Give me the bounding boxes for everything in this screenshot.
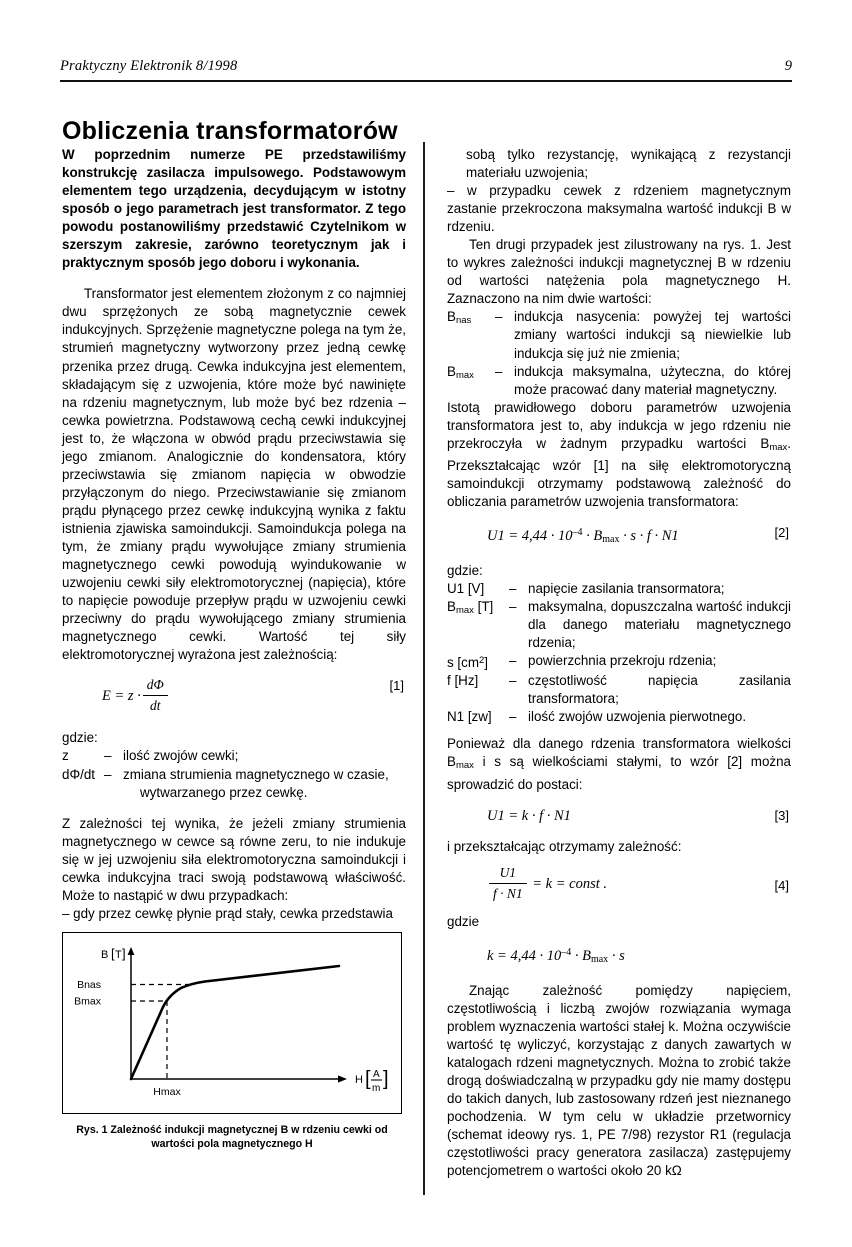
formula-4-denominator: f · N1 xyxy=(493,885,523,901)
formula-2-part-a: U1 = 4,44 · 10 xyxy=(487,527,573,544)
x-axis-unit-numerator: A xyxy=(373,1069,380,1080)
definition-term-n1: N1 [zw] xyxy=(447,709,492,725)
formula-2-exponent: –4 xyxy=(572,526,583,538)
formula-5-part-a: k = 4,44 · 10 xyxy=(487,947,562,964)
definition-body-bmax: indukcja maksymalna, użyteczna, do której może pracować dany materiał magnetyczny. xyxy=(514,363,791,397)
formula-3-tag: [3] xyxy=(774,807,789,823)
figure-caption-line2: pola magnetycznego H xyxy=(197,1137,313,1150)
formula-1 xyxy=(62,677,406,716)
formula-5-exponent: –4 xyxy=(561,946,572,958)
definition-body-bmax-var: maksymalna, dopuszczalna wartość indukcji dla danego materiału magnetycznego rdzenia; xyxy=(528,599,791,651)
definition-term-s: s $[cm^2]$ xyxy=(447,655,489,671)
x-axis-bracket-open: [ xyxy=(365,1068,371,1090)
y-axis-label: B xyxy=(101,949,109,961)
formula-4-tag: [4] xyxy=(774,877,789,893)
formula-2 xyxy=(447,524,791,549)
definition-dash: – xyxy=(509,673,517,689)
definition-term-bnas: $B_{nas}$ xyxy=(447,309,472,327)
formula-1-denominator: dt xyxy=(150,698,161,714)
definition-row xyxy=(62,766,406,784)
figure-bh-curve xyxy=(62,932,402,1114)
definition-term-bmax-var: $B_{max}$ [T] xyxy=(447,599,494,617)
marker-bnas-label: Bnas xyxy=(77,979,101,991)
definition-term-f: f [Hz] xyxy=(447,673,479,689)
definition-row-bmax-var xyxy=(447,598,791,652)
marker-hmax-label: Hmax xyxy=(153,1086,181,1098)
paragraph-zaleznosc: Z zależności tej wynika, że jeżeli zmiany strumienia magnetycznego w cewce są równe zeru, to nie indukuje się w jej uzwojeniu siła elektromotoryczna samoindukcji i cewka indukcyjna traci swoją podstawową właściwość. Może to nastąpić w dwu przypadkach: xyxy=(62,815,406,903)
definition-body-s: powierzchnia przekroju rdzenia; xyxy=(528,653,717,669)
formula-1-tag: [1] xyxy=(389,678,404,694)
right-column xyxy=(447,146,791,1180)
bullet-rdzen-magnetyczny: – w przypadku cewek z rdzeniem magnetycznym zastanie przekroczona maksymalna wartość indukcji B w rdzeniu. xyxy=(447,183,791,235)
gdzie-label-right: gdzie: xyxy=(447,562,483,578)
header-rule xyxy=(60,80,792,82)
definition-body-n1: ilość zwojów uzwojenia pierwotnego. xyxy=(528,709,747,725)
article-title: Obliczenia transformatorów xyxy=(62,116,398,145)
paragraph-istota xyxy=(447,399,791,511)
paragraph-rezystancja: sobą tylko rezystancję, wynikającą z rezystancji materiału uzwojenia; xyxy=(466,147,791,181)
formula-5-subscript: max xyxy=(590,953,609,965)
column-divider xyxy=(423,142,425,1195)
lead-paragraph: W poprzednim numerze PE przedstawiliśmy konstrukcję zasilacza impulsowego. Podstawowym elementem tego urządzenia, decydującym w istotny sposób o jego parametrach jest transformator. Z tego powodu postanowiliśmy przedstawić Czytelnikom w szerszym zakresie, zarówno teoretycznym jak i praktycznym sposób jego doboru i wykonania. xyxy=(62,147,406,271)
paragraph-poniewaz-a: Ponieważ dla danego rdzenia transformatora wielkości B xyxy=(447,736,791,770)
figure-caption-line1: Rys. 1 Zależność indukcji magnetycznej B w rdzeniu cewki od wartości xyxy=(76,1124,388,1150)
definition-body-bnas: indukcja nasycenia: powyżej tej wartości zmiany wartości indukcji są niewielkie lub indukcja się już nie zmienia; xyxy=(514,309,791,361)
paragraph-prad-staly: – gdy przez cewkę płynie prąd stały, cewka przedstawia xyxy=(62,905,393,921)
journal-title: Praktyczny Elektronik 8/1998 xyxy=(60,58,238,74)
formula-4-rhs: = k = const . xyxy=(532,875,608,892)
gdzie-label-k: gdzie xyxy=(447,913,480,929)
formula-5 xyxy=(447,944,791,969)
formula-4-numerator: U1 xyxy=(489,864,527,884)
running-head xyxy=(60,58,792,84)
definition-dash: – xyxy=(509,653,517,669)
definition-row-n1 xyxy=(447,708,791,726)
paragraph-istota-sub: max xyxy=(769,441,788,453)
definition-list-variables xyxy=(447,580,791,726)
definition-dash: – xyxy=(104,748,112,764)
definition-body: ilość zwojów cewki; xyxy=(123,748,239,764)
definition-row xyxy=(62,747,406,765)
definition-row-s xyxy=(447,652,791,672)
formula-1-lhs: E = z · xyxy=(102,688,141,705)
formula-1-numerator: dΦ xyxy=(143,676,168,696)
definition-row-bnas xyxy=(447,308,791,362)
formula-2-tag: [2] xyxy=(774,524,789,540)
paragraph-istota-b: . Przekształcając wzór [1] na siłę elektromotoryczną samoindukcji otrzymamy podstawową zależność do obliczania parametrów uzwojenia transformatora: xyxy=(447,435,791,509)
definition-body-f: częstotliwość napięcia zasilania transformatora; xyxy=(528,673,791,707)
definition-term-u1: U1 [V] xyxy=(447,581,485,597)
magnetization-curve xyxy=(131,966,339,1079)
x-axis-arrow xyxy=(338,1075,347,1082)
y-axis-arrow xyxy=(128,947,135,955)
definition-dash: – xyxy=(495,309,503,325)
paragraph-znajac: Znając zależność pomiędzy napięciem, częstotliwością i liczbą zwojów rozwiązania wymaga problem wyznaczenia wartości stałej k. Można oczywiście wartość tę wyliczyć, korzystając z danych zawartych w katalogach rdzeni magnetycznych. Można to zrobić także drogą doświadczalną w przypadku gdy nie mamy dostępu do takich danych, lub zastosowany rdzeń jest nieznanego pochodzenia. W tym celu w układzie przetwornicy (schemat ideowy rys. 1, PE 7/98) rezystor R1 (regulacja częstotliwości pracy generatora zasilacza) zastępujemy potencjometrem o wartości około 20 kΩ xyxy=(447,982,791,1179)
formula-3 xyxy=(447,807,791,825)
bh-curve-chart xyxy=(63,933,400,1112)
formula-5-part-b: · B xyxy=(574,947,591,964)
formula-4 xyxy=(447,865,791,904)
definition-row-bmax xyxy=(447,363,791,399)
paragraph-poniewaz xyxy=(447,735,791,793)
x-axis-label: H xyxy=(355,1074,363,1086)
figure-caption xyxy=(62,1124,402,1151)
definition-term-bmax: $B_{max}$ xyxy=(447,363,474,381)
formula-3-body: U1 = k · f · N1 xyxy=(487,807,571,824)
page-number: 9 xyxy=(784,58,792,74)
bullet-continuation xyxy=(447,146,791,182)
gdzie-label-left: gdzie: xyxy=(62,730,98,746)
left-column xyxy=(62,146,406,923)
definition-dash: – xyxy=(509,581,517,597)
x-axis-unit-denominator: m xyxy=(372,1083,381,1094)
paragraph-poniewaz-b: i s są wielkościami stałymi, to wzór [2] można sprowadzić do postaci: xyxy=(447,754,791,792)
definition-term: dΦ/dt xyxy=(62,766,96,782)
definition-list-induction xyxy=(447,308,791,398)
formula-4-fraction xyxy=(489,864,527,903)
definition-continuation: wytwarzanego przez cewkę. xyxy=(140,784,308,800)
definition-row-f xyxy=(447,672,791,708)
y-axis-bracket-close: ] xyxy=(122,946,126,961)
marker-bmax-label: Bmax xyxy=(74,995,101,1008)
paragraph-transformator: Transformator jest elementem złożonym z co najmniej dwu sprzężonych ze sobą magnetycznie cewek indukcyjnych. Sprzężenie magnetyczne polega na tym że, strumień magnetyczny wytworzony przez jedną cewkę przenika przez drugą. Cewka indukcyjna jest elementem, składającym się z uzwojenia, które może być nawinięte na rdzeniu magnetycznym, lub może być bez rdzenia – cewka powietrzna. Podstawową cechą cewki indukcyjnej jest to, że włączona w obwód prądu przeciwstawia się jego zmianom. Analogicznie do kondensatora, który przeciwstawia się zmianom napięcia w obwodzie przyłączonym do niego. Przeciwstawianie się zmianom prądu płynącego przez cewkę indukcyjną wynika z faktu istnienia zjawiska samoindukcji. Samoindukcja polega na tym, że zmiany prądu wywołujące zmiany strumienia magnetycznego cewki powodują wyindukowanie w uzwojeniu cewki siły elektromotorycznej (napięcia), które to napięcie powoduje przepływ prądu w uzwojeniu cewki przeciwny do prądu wywołującego zmiany strumienia magnetycznego cewki. Wartość tej siły elektromotorycznej wyrażona jest zależnością: xyxy=(62,286,406,663)
paragraph-przeksztalcajac: i przekształcając otrzymamy zależność: xyxy=(447,838,682,854)
definition-term: z xyxy=(62,748,69,764)
paragraph-drugi-przypadek: Ten drugi przypadek jest zilustrowany na rys. 1. Jest to wykres zależności indukcji magnetycznej B w rdzeniu od wartości natężenia pola magnetycznego H. Zaznaczono na nim dwie wartości: xyxy=(447,237,791,307)
y-axis-unit: T xyxy=(115,949,122,961)
paragraph-poniewaz-sub: max xyxy=(455,760,474,772)
definition-dash: – xyxy=(509,709,517,725)
definition-body-u1: napięcie zasilania transormatora; xyxy=(528,581,725,597)
formula-2-subscript: max xyxy=(602,533,620,545)
definition-dash: – xyxy=(104,766,112,782)
definition-list-left xyxy=(62,747,406,801)
definition-row-u1 xyxy=(447,580,791,598)
definition-dash: – xyxy=(495,363,503,379)
x-axis-bracket-close: ] xyxy=(383,1068,389,1090)
formula-2-part-c: · s · f · N1 xyxy=(623,527,679,544)
y-axis-bracket-open: [ xyxy=(111,946,115,961)
formula-1-fraction xyxy=(143,676,168,715)
paragraph-istota-a: Istotą prawidłowego doboru parametrów uzwojenia transformatora jest to, aby indukcja w jego rdzeniu nie przekroczyła w żadnym przypadku wartości B xyxy=(447,399,791,451)
definition-dash: – xyxy=(509,599,517,615)
formula-2-part-b: · B xyxy=(586,527,603,544)
formula-5-part-c: · s xyxy=(611,947,625,964)
definition-body: zmiana strumienia magnetycznego w czasie, xyxy=(123,766,389,782)
